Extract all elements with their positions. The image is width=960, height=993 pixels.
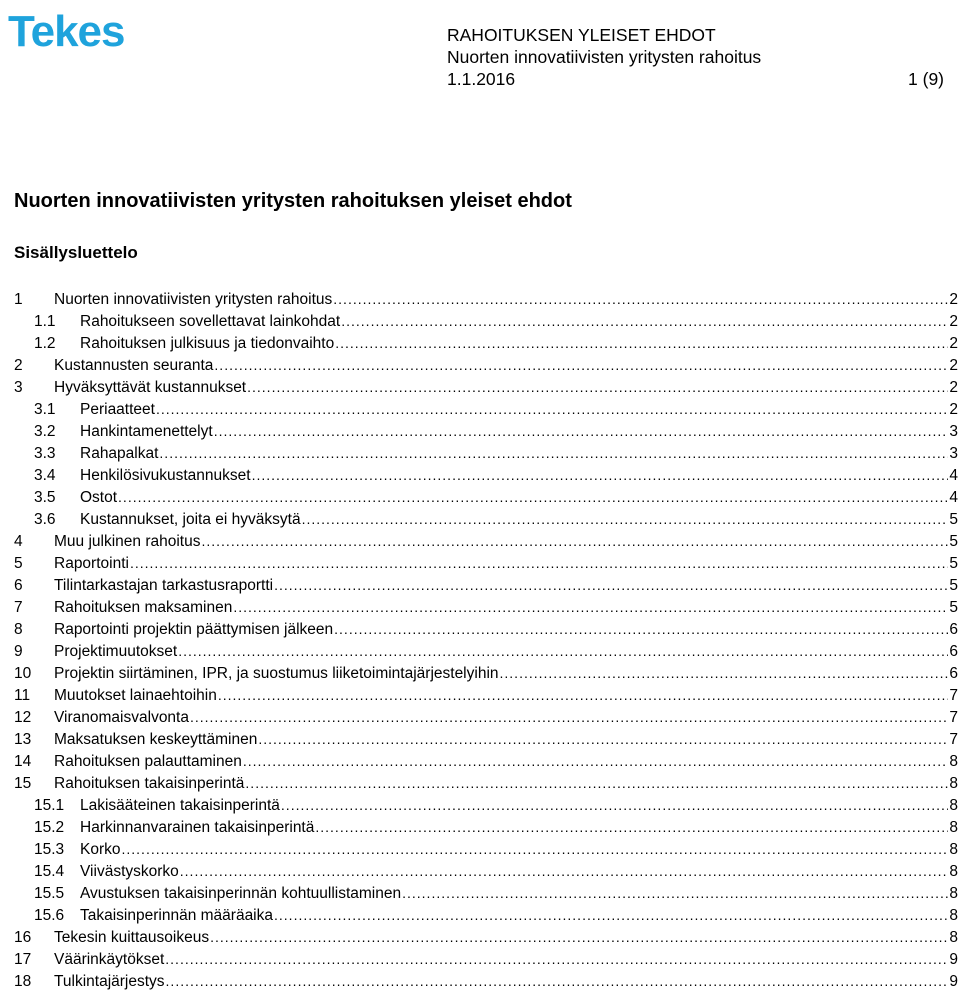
toc-entry-page: 7	[949, 709, 958, 726]
toc-entry-number: 3.6	[34, 511, 56, 528]
toc-dot-leader	[245, 772, 948, 795]
toc-entry[interactable]	[14, 640, 958, 662]
toc-entry-page: 3	[949, 423, 958, 440]
toc-entry[interactable]	[14, 530, 958, 552]
toc-entry-page: 8	[949, 797, 958, 814]
toc-entry-title: Projektimuutokset	[54, 643, 178, 660]
toc-entry-title: Takaisinperinnän määräaika	[80, 907, 274, 924]
toc-entry-number: 4	[14, 533, 23, 550]
toc-dot-leader	[243, 750, 949, 773]
toc-entry-number: 18	[14, 973, 32, 990]
toc-entry[interactable]	[14, 508, 958, 530]
toc-entry-page: 7	[949, 687, 958, 704]
toc-entry[interactable]	[14, 376, 958, 398]
toc-entry-number: 15.3	[34, 841, 65, 858]
header-date: 1.1.2016	[447, 69, 516, 89]
toc-entry-number: 3.3	[34, 445, 56, 462]
toc-entry-page: 8	[949, 841, 958, 858]
toc-entry-number: 11	[14, 687, 31, 704]
toc-dot-leader	[130, 552, 948, 575]
toc-entry-title: Korko	[80, 841, 121, 858]
toc-entry[interactable]	[14, 706, 958, 728]
toc-entry-title: Rahoituksen julkisuus ja tiedonvaihto	[80, 335, 335, 352]
toc-entry-number: 17	[14, 951, 32, 968]
toc-dot-leader	[201, 530, 948, 553]
toc-entry-title: Rahoituksen palauttaminen	[54, 753, 242, 770]
toc-dot-leader	[190, 706, 948, 729]
document-header	[447, 24, 761, 90]
toc-entry-number: 13	[14, 731, 32, 748]
toc-entry[interactable]	[14, 970, 958, 992]
toc-entry-title: Periaatteet	[80, 401, 155, 418]
toc-entry[interactable]	[14, 486, 958, 508]
toc-entry[interactable]	[14, 618, 958, 640]
toc-entry-page: 5	[949, 577, 958, 594]
toc-dot-leader	[233, 596, 948, 619]
toc-entry-page: 2	[949, 401, 958, 418]
toc-entry-number: 10	[14, 665, 32, 682]
toc-entry[interactable]	[14, 288, 958, 310]
toc-dot-leader	[165, 948, 948, 971]
toc-entry-title: Lakisääteinen takaisinperintä	[80, 797, 280, 814]
toc-entry-number: 2	[14, 357, 23, 374]
header-line-2: Nuorten innovatiivisten yritysten rahoitus	[447, 47, 762, 67]
toc-entry-number: 15	[14, 775, 32, 792]
toc-entry[interactable]	[14, 882, 958, 904]
toc-entry-title: Tekesin kuittausoikeus	[54, 929, 210, 946]
toc-entry-title: Muutokset lainaehtoihin	[54, 687, 217, 704]
toc-entry-title: Avustuksen takaisinperinnän kohtuullistaminen	[80, 885, 402, 902]
toc-entry-page: 8	[949, 929, 958, 946]
toc-entry-title: Viivästyskorko	[80, 863, 179, 880]
toc-entry-page: 3	[949, 445, 958, 462]
toc-dot-leader	[274, 574, 948, 597]
toc-dot-leader	[178, 640, 948, 663]
toc-entry-number: 5	[14, 555, 23, 572]
toc-entry[interactable]	[14, 772, 958, 794]
toc-entry-page: 2	[949, 291, 958, 308]
toc-heading: Sisällysluettelo	[14, 243, 138, 262]
toc-entry[interactable]	[14, 310, 958, 332]
toc-dot-leader	[500, 662, 949, 685]
toc-entry[interactable]	[14, 728, 958, 750]
toc-entry-number: 12	[14, 709, 32, 726]
toc-entry[interactable]	[14, 574, 958, 596]
toc-dot-leader	[247, 376, 948, 399]
toc-entry-number: 15.6	[34, 907, 65, 924]
toc-entry-page: 5	[949, 555, 958, 572]
toc-entry-title: Kustannukset, joita ei hyväksytä	[80, 511, 301, 528]
toc-dot-leader	[210, 926, 948, 949]
toc-entry[interactable]	[14, 420, 958, 442]
toc-entry[interactable]	[14, 794, 958, 816]
toc-entry[interactable]	[14, 464, 958, 486]
toc-entry-number: 3.1	[34, 401, 56, 418]
toc-entry-title: Ostot	[80, 489, 118, 506]
toc-entry-title: Rahoituksen maksaminen	[54, 599, 233, 616]
toc-entry-title: Rahoitukseen sovellettavat lainkohdat	[80, 313, 341, 330]
header-line-1: RAHOITUKSEN YLEISET EHDOT	[447, 25, 716, 45]
toc-entry[interactable]	[14, 860, 958, 882]
toc-entry-page: 8	[949, 819, 958, 836]
toc-entry-number: 15.1	[34, 797, 65, 814]
toc-entry-title: Rahoituksen takaisinperintä	[54, 775, 245, 792]
toc-entry[interactable]	[14, 398, 958, 420]
toc-entry-title: Raportointi projektin päättymisen jälkeen	[54, 621, 334, 638]
toc-entry[interactable]	[14, 662, 958, 684]
toc-entry-title: Nuorten innovatiivisten yritysten rahoitus	[54, 291, 333, 308]
document-title: Nuorten innovatiivisten yritysten rahoituksen yleiset ehdot	[14, 190, 572, 212]
toc-entry-page: 8	[949, 863, 958, 880]
toc-entry-page: 8	[949, 907, 958, 924]
toc-entry-title: Harkinnanvarainen takaisinperintä	[80, 819, 315, 836]
toc-entry-page: 2	[949, 335, 958, 352]
toc-dot-leader	[118, 486, 948, 509]
toc-entry-title: Henkilösivukustannukset	[80, 467, 251, 484]
toc-dot-leader	[315, 816, 948, 839]
page-number: 1 (9)	[908, 69, 944, 89]
toc-entry-number: 15.5	[34, 885, 65, 902]
toc-dot-leader	[341, 310, 948, 333]
toc-entry-page: 6	[949, 643, 958, 660]
toc-dot-leader	[180, 860, 949, 883]
toc-dot-leader	[252, 464, 949, 487]
toc-entry-page: 6	[949, 621, 958, 638]
toc-entry-page: 2	[949, 313, 958, 330]
toc-entry-number: 1	[14, 291, 23, 308]
toc-entry[interactable]	[14, 684, 958, 706]
toc-entry-page: 9	[949, 951, 958, 968]
toc-entry-title: Väärinkäytökset	[54, 951, 165, 968]
toc-dot-leader	[335, 332, 948, 355]
toc-entry-page: 5	[949, 599, 958, 616]
toc-entry-number: 3.5	[34, 489, 56, 506]
toc-entry-page: 2	[949, 379, 958, 396]
toc-entry-number: 16	[14, 929, 32, 946]
toc-dot-leader	[214, 354, 948, 377]
toc-entry[interactable]	[14, 816, 958, 838]
toc-entry-title: Rahapalkat	[80, 445, 159, 462]
toc-entry-number: 7	[14, 599, 23, 616]
toc-entry[interactable]	[14, 332, 958, 354]
toc-entry-title: Tulkintajärjestys	[54, 973, 165, 990]
toc-entry-number: 3.4	[34, 467, 56, 484]
toc-entry-number: 1.1	[34, 313, 56, 330]
table-of-contents	[14, 288, 958, 992]
toc-entry-page: 9	[949, 973, 958, 990]
toc-entry-page: 7	[949, 731, 958, 748]
toc-dot-leader	[166, 970, 949, 993]
toc-entry[interactable]	[14, 442, 958, 464]
toc-entry-page: 2	[949, 357, 958, 374]
toc-entry-title: Hankintamenettelyt	[80, 423, 213, 440]
toc-dot-leader	[218, 684, 949, 707]
toc-entry-number: 15.2	[34, 819, 65, 836]
toc-entry-number: 8	[14, 621, 23, 638]
toc-entry-page: 8	[949, 885, 958, 902]
toc-entry-page: 8	[949, 753, 958, 770]
toc-entry-page: 6	[949, 665, 958, 682]
toc-entry-title: Kustannusten seuranta	[54, 357, 214, 374]
toc-entry[interactable]	[14, 750, 958, 772]
toc-entry-page: 4	[949, 467, 958, 484]
toc-dot-leader	[334, 618, 948, 641]
toc-dot-leader	[333, 288, 948, 311]
toc-entry[interactable]	[14, 838, 958, 860]
toc-entry-title: Viranomaisvalvonta	[54, 709, 189, 726]
toc-entry-page: 4	[949, 489, 958, 506]
toc-entry-number: 6	[14, 577, 23, 594]
toc-entry-title: Maksatuksen keskeyttäminen	[54, 731, 258, 748]
toc-entry-number: 3	[14, 379, 23, 396]
toc-entry-title: Muu julkinen rahoitus	[54, 533, 201, 550]
toc-dot-leader	[402, 882, 948, 905]
toc-entry[interactable]	[14, 926, 958, 948]
toc-entry-title: Hyväksyttävät kustannukset	[54, 379, 247, 396]
toc-dot-leader	[159, 442, 948, 465]
toc-dot-leader	[302, 508, 949, 531]
toc-entry[interactable]	[14, 904, 958, 926]
toc-entry[interactable]	[14, 596, 958, 618]
toc-dot-leader	[156, 398, 948, 421]
toc-entry-page: 5	[949, 533, 958, 550]
toc-dot-leader	[214, 420, 949, 443]
toc-dot-leader	[281, 794, 948, 817]
toc-entry-number: 1.2	[34, 335, 56, 352]
toc-entry-page: 5	[949, 511, 958, 528]
toc-entry[interactable]	[14, 948, 958, 970]
toc-entry-number: 14	[14, 753, 32, 770]
toc-entry-number: 15.4	[34, 863, 65, 880]
toc-entry-title: Projektin siirtäminen, IPR, ja suostumus liiketoimintajärjestelyihin	[54, 665, 499, 682]
toc-entry-number: 3.2	[34, 423, 56, 440]
toc-entry-page: 8	[949, 775, 958, 792]
toc-entry[interactable]	[14, 354, 958, 376]
toc-dot-leader	[274, 904, 948, 927]
toc-dot-leader	[258, 728, 948, 751]
toc-entry-title: Tilintarkastajan tarkastusraportti	[54, 577, 274, 594]
tekes-logo: Tekes	[8, 7, 125, 56]
toc-entry[interactable]	[14, 552, 958, 574]
toc-entry-number: 9	[14, 643, 23, 660]
toc-dot-leader	[122, 838, 949, 861]
toc-entry-title: Raportointi	[54, 555, 129, 572]
